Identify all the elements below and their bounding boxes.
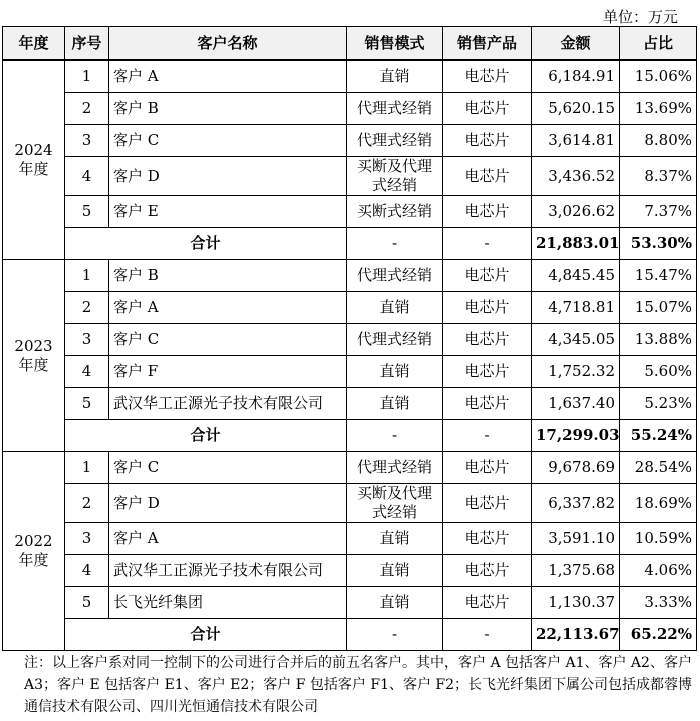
index-cell: 1 [65,452,109,484]
index-cell: 3 [65,125,109,157]
table-row [3,484,697,523]
product-cell: 电芯片 [443,260,532,292]
sales-mode-cell: 代理式经销 [347,452,443,484]
sales-mode-cell: 代理式经销 [347,93,443,125]
ratio-cell: 5.23% [620,388,697,420]
table-row [3,452,697,484]
ratio-cell: 13.69% [620,93,697,125]
ratio-cell: 15.07% [620,292,697,324]
table-row [3,587,697,619]
ratio-cell: 15.06% [620,60,697,93]
amount-cell: 4,345.05 [532,324,620,356]
subtotal-amount: 22,113.67 [532,619,620,651]
sales-mode-cell: 直销 [347,60,443,93]
customer-cell: 长飞光纤集团 [109,587,347,619]
amount-cell: 3,614.81 [532,125,620,157]
customer-cell: 客户 A [109,60,347,93]
sales-mode-cell: 直销 [347,555,443,587]
sales-mode-cell: 直销 [347,523,443,555]
index-cell: 1 [65,260,109,292]
product-cell: 电芯片 [443,93,532,125]
customer-cell: 客户 E [109,196,347,228]
sales-mode-cell: 代理式经销 [347,125,443,157]
customer-cell: 客户 D [109,484,347,523]
product-cell: 电芯片 [443,324,532,356]
amount-cell: 4,718.81 [532,292,620,324]
ratio-cell: 18.69% [620,484,697,523]
amount-cell: 3,026.62 [532,196,620,228]
ratio-cell: 4.06% [620,555,697,587]
amount-cell: 1,375.68 [532,555,620,587]
subtotal-ratio: 53.30% [620,228,697,260]
subtotal-ratio: 55.24% [620,420,697,452]
sales-mode-cell: 买断及代理式经销 [347,484,443,523]
index-cell: 2 [65,292,109,324]
product-cell: 电芯片 [443,388,532,420]
year-cell: 2024年度 [3,60,65,260]
subtotal-ratio: 65.22% [620,619,697,651]
sales-mode-cell: 直销 [347,292,443,324]
table-row [3,157,697,196]
customer-cell: 客户 A [109,292,347,324]
table-row [3,324,697,356]
table-row [3,555,697,587]
product-cell: 电芯片 [443,196,532,228]
header-index: 序号 [65,27,109,61]
top-customers-table [2,26,697,651]
ratio-cell: 10.59% [620,523,697,555]
table-row [3,356,697,388]
header-customer: 客户名称 [109,27,347,61]
amount-cell: 6,337.82 [532,484,620,523]
subtotal-mode: - [347,228,443,260]
subtotal-label: 合计 [65,420,347,452]
sales-mode-cell: 买断式经销 [347,196,443,228]
product-cell: 电芯片 [443,523,532,555]
index-cell: 3 [65,324,109,356]
subtotal-product: - [443,420,532,452]
index-cell: 4 [65,157,109,196]
subtotal-mode: - [347,619,443,651]
customer-cell: 客户 C [109,452,347,484]
index-cell: 4 [65,356,109,388]
amount-cell: 9,678.69 [532,452,620,484]
subtotal-product: - [443,228,532,260]
amount-cell: 3,436.52 [532,157,620,196]
header-amount: 金额 [532,27,620,61]
sales-mode-cell: 代理式经销 [347,260,443,292]
ratio-cell: 8.37% [620,157,697,196]
index-cell: 1 [65,60,109,93]
ratio-cell: 15.47% [620,260,697,292]
table-row [3,292,697,324]
subtotal-label: 合计 [65,619,347,651]
customer-cell: 客户 B [109,260,347,292]
header-ratio: 占比 [620,27,697,61]
ratio-cell: 7.37% [620,196,697,228]
sales-mode-cell: 直销 [347,587,443,619]
customer-cell: 客户 B [109,93,347,125]
ratio-cell: 13.88% [620,324,697,356]
subtotal-amount: 21,883.01 [532,228,620,260]
sales-mode-cell: 买断及代理式经销 [347,157,443,196]
product-cell: 电芯片 [443,356,532,388]
table-row [3,523,697,555]
index-cell: 5 [65,388,109,420]
amount-cell: 1,637.40 [532,388,620,420]
unit-label: 单位：万元 [602,8,678,26]
product-cell: 电芯片 [443,125,532,157]
table-row [3,196,697,228]
customer-cell: 武汉华工正源光子技术有限公司 [109,555,347,587]
amount-cell: 5,620.15 [532,93,620,125]
product-cell: 电芯片 [443,484,532,523]
table-row [3,125,697,157]
header-product: 销售产品 [443,27,532,61]
customer-cell: 客户 C [109,125,347,157]
amount-cell: 1,752.32 [532,356,620,388]
ratio-cell: 8.80% [620,125,697,157]
customer-cell: 客户 A [109,523,347,555]
amount-cell: 1,130.37 [532,587,620,619]
subtotal-row [3,420,697,452]
table-row [3,93,697,125]
subtotal-mode: - [347,420,443,452]
product-cell: 电芯片 [443,587,532,619]
index-cell: 2 [65,484,109,523]
subtotal-amount: 17,299.03 [532,420,620,452]
amount-cell: 6,184.91 [532,60,620,93]
table-row [3,260,697,292]
index-cell: 4 [65,555,109,587]
customer-cell: 武汉华工正源光子技术有限公司 [109,388,347,420]
ratio-cell: 5.60% [620,356,697,388]
sales-mode-cell: 直销 [347,356,443,388]
ratio-cell: 3.33% [620,587,697,619]
subtotal-row [3,619,697,651]
customer-cell: 客户 D [109,157,347,196]
subtotal-row [3,228,697,260]
product-cell: 电芯片 [443,157,532,196]
customer-cell: 客户 C [109,324,347,356]
sales-mode-cell: 代理式经销 [347,324,443,356]
product-cell: 电芯片 [443,452,532,484]
ratio-cell: 28.54% [620,452,697,484]
table-row [3,60,697,93]
index-cell: 3 [65,523,109,555]
product-cell: 电芯片 [443,60,532,93]
footnote: 注：以上客户系对同一控制下的公司进行合并后的前五名客户。其中，客户 A 包括客户 A1、客户 A2、客户 A3；客户 E 包括客户 E1、客户 E2；客户 F 包括客户 F1、客户 F2；长飞光纤集团下属公司包括成都蓉博通信技术有限公司、四川光恒通信技术有限公司 [24,655,693,715]
subtotal-product: - [443,619,532,651]
subtotal-label: 合计 [65,228,347,260]
index-cell: 2 [65,93,109,125]
product-cell: 电芯片 [443,555,532,587]
table-row [3,388,697,420]
year-cell: 2022年度 [3,452,65,651]
product-cell: 电芯片 [443,292,532,324]
header-year: 年度 [3,27,65,61]
header-sales-mode: 销售模式 [347,27,443,61]
index-cell: 5 [65,587,109,619]
amount-cell: 4,845.45 [532,260,620,292]
customer-cell: 客户 F [109,356,347,388]
header-row [3,27,697,61]
sales-mode-cell: 直销 [347,388,443,420]
index-cell: 5 [65,196,109,228]
amount-cell: 3,591.10 [532,523,620,555]
year-cell: 2023年度 [3,260,65,452]
